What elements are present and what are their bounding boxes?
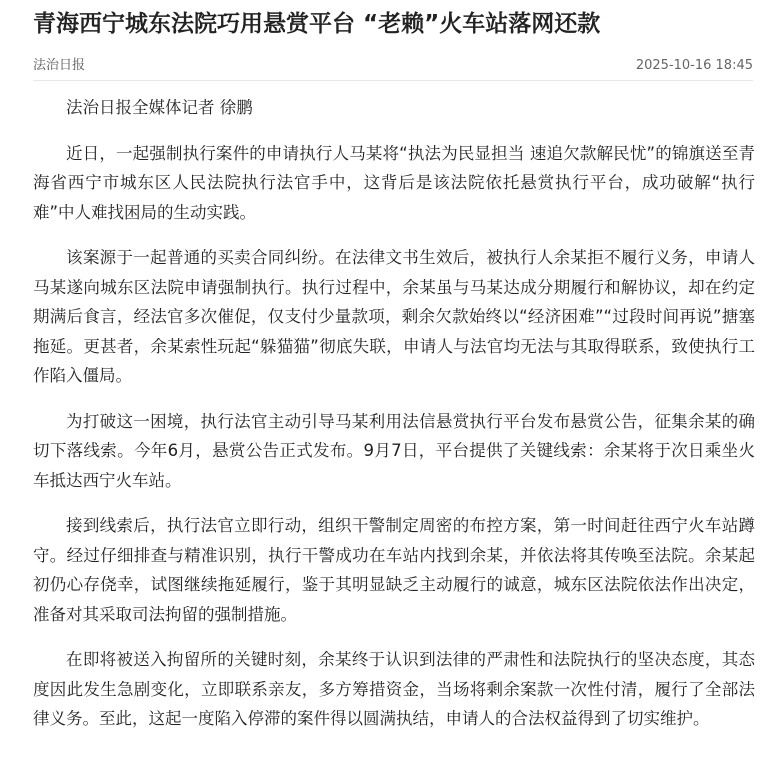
article-byline: 法治日报全媒体记者 徐鹏 (66, 98, 253, 117)
article-paragraph: 接到线索后，执行法官立即行动，组织干警制定周密的布控方案，第一时间赶往西宁火车站蹲守。经过仔细排查与精准识别，执行干警成功在车站内找到余某，并依法将其传唤至法院。余某起初仍心存侥幸，试图继续拖延履行，鉴于其明显缺乏主动履行的诚意，城东区法院依法作出决定，准备对其采取司法拘留的强制措施。 (33, 516, 755, 624)
article-paragraph: 在即将被送入拘留所的关键时刻，余某终于认识到法律的严肃性和法院执行的坚决态度，其态度因此发生急剧变化，立即联系亲友，多方筹措资金，当场将剩余案款一次性付清，履行了全部法律义务。至此，这起一度陷入停滞的案件得以圆满执结，申请人的合法权益得到了切实维护。 (33, 650, 755, 728)
article-title: 青海西宁城东法院巧用悬赏平台 “老赖”火车站落网还款 (33, 11, 601, 37)
article-meta (33, 56, 753, 76)
article-body (33, 93, 755, 750)
article-paragraph: 为打破这一困境，执行法官主动引导马某利用法信悬赏执行平台发布悬赏公告，征集余某的确切下落线索。今年6月，悬赏公告正式发布。9月7日，平台提供了关键线索：余某将于次日乘坐火车抵达西宁火车站。 (33, 411, 755, 490)
divider (33, 80, 753, 81)
article-source: 法治日报 (33, 58, 86, 73)
article-datetime: 2025-10-16 18:45 (635, 58, 753, 73)
article-paragraph: 近日，一起强制执行案件的申请执行人马某将“执法为民显担当 速追欠款解民忧”的锦旗送至青海省西宁市城东区人民法院执行法官手中，这背后是该法院依托悬赏执行平台，成功破解“执行难”中人难找困局的生动实践。 (33, 143, 755, 222)
article-paragraph: 该案源于一起普通的买卖合同纠纷。在法律文书生效后，被执行人余某拒不履行义务，申请人马某遂向城东区法院申请强制执行。执行过程中，余某虽与马某达成分期履行和解协议，却在约定期满后食言，经法官多次催促，仅支付少量款项，剩余欠款始终以“经济困难”“过段时间再说”搪塞拖延。更甚者，余某索性玩起“躲猫猫”彻底失联，申请人与法官均无法与其取得联系，致使执行工作陷入僵局。 (33, 248, 755, 385)
